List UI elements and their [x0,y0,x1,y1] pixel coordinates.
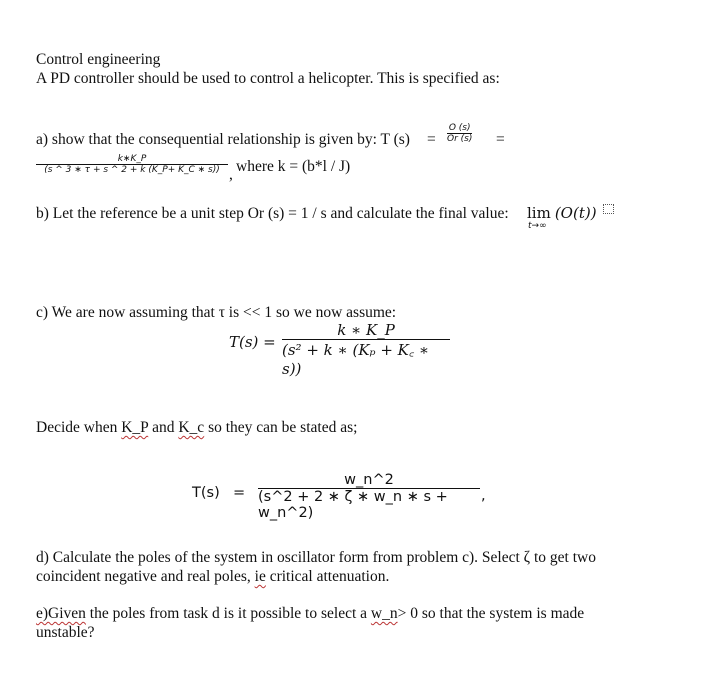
document-title: Control engineering [36,51,161,68]
decide-line [36,419,357,437]
part-d-line2-pre: coincident negative and real poles, [36,568,251,585]
part-a-equals-2: = [496,131,505,148]
decide-post: so they can be stated as; [208,419,358,436]
part-c2-tail: , [481,488,486,504]
limit-operator: lim [527,204,551,222]
part-e-wn: w_n [370,605,398,622]
part-c2-fraction [258,472,480,521]
limit-subscript: t→∞ [528,221,547,231]
part-a-equals-1: = [427,131,436,148]
big-fraction-denominator: (s ^ 3 ∗ τ + s ^ 2 + k (K_P+ K_C ∗ s)) [44,165,220,175]
part-c-fraction [282,321,450,378]
placeholder-box-icon [603,204,614,214]
small-fraction-numerator: O (s) [448,123,471,133]
part-c-numerator: k ∗ K_P [337,321,395,339]
part-a-small-fraction [447,123,472,144]
part-c-lhs: T(s) = [229,333,276,351]
small-fraction-denominator: Or (s) [447,134,473,144]
big-fraction-numerator: k∗K_P [117,154,147,164]
part-c2-equals: = [233,485,246,501]
decide-kc: K_c [178,419,205,436]
part-e-line1 [36,605,584,623]
limit-expression: (O(t)) [554,204,597,222]
part-c2-denominator: (s^2 + 2 ∗ ζ ∗ w_n ∗ s + w_n^2) [258,489,448,521]
part-c2-lhs: T(s) [192,485,220,501]
part-e-mid: the poles from task d is it possible to select a [89,605,368,622]
part-d-line1: d) Calculate the poles of the system in oscillator form from problem c). Select ζ to get two [36,549,596,566]
problem-statement: A PD controller should be used to control a helicopter. This is specified as: [36,70,500,87]
part-d-line2-post: critical attenuation. [269,568,390,585]
part-a-comma: , [229,166,233,183]
part-b-text: b) Let the reference be a unit step Or (s) = 1 / s and calculate the final value: [36,205,509,222]
part-e-given: e)Given [36,605,86,622]
part-d-ie: ie [254,568,266,585]
part-a-big-fraction [36,154,228,175]
part-a-where: where k = (b*l / J) [236,158,351,175]
decide-kp: K_P [121,419,149,436]
part-c-denominator: (s² + k ∗ (Kₚ + K꜀ ∗ s)) [282,341,430,378]
part-e-post: > 0 so that the system is made [397,605,585,622]
decide-and: and [152,419,175,436]
decide-pre: Decide when [36,419,118,436]
part-a-lead: a) show that the consequential relationship is given by: T (s) [36,131,410,148]
part-c-text: c) We are now assuming that τ is << 1 so we now assume: [36,304,397,321]
part-d-line2 [36,568,389,586]
part-e-line2: unstable? [36,624,95,641]
part-c2-numerator: w_n^2 [344,472,394,488]
